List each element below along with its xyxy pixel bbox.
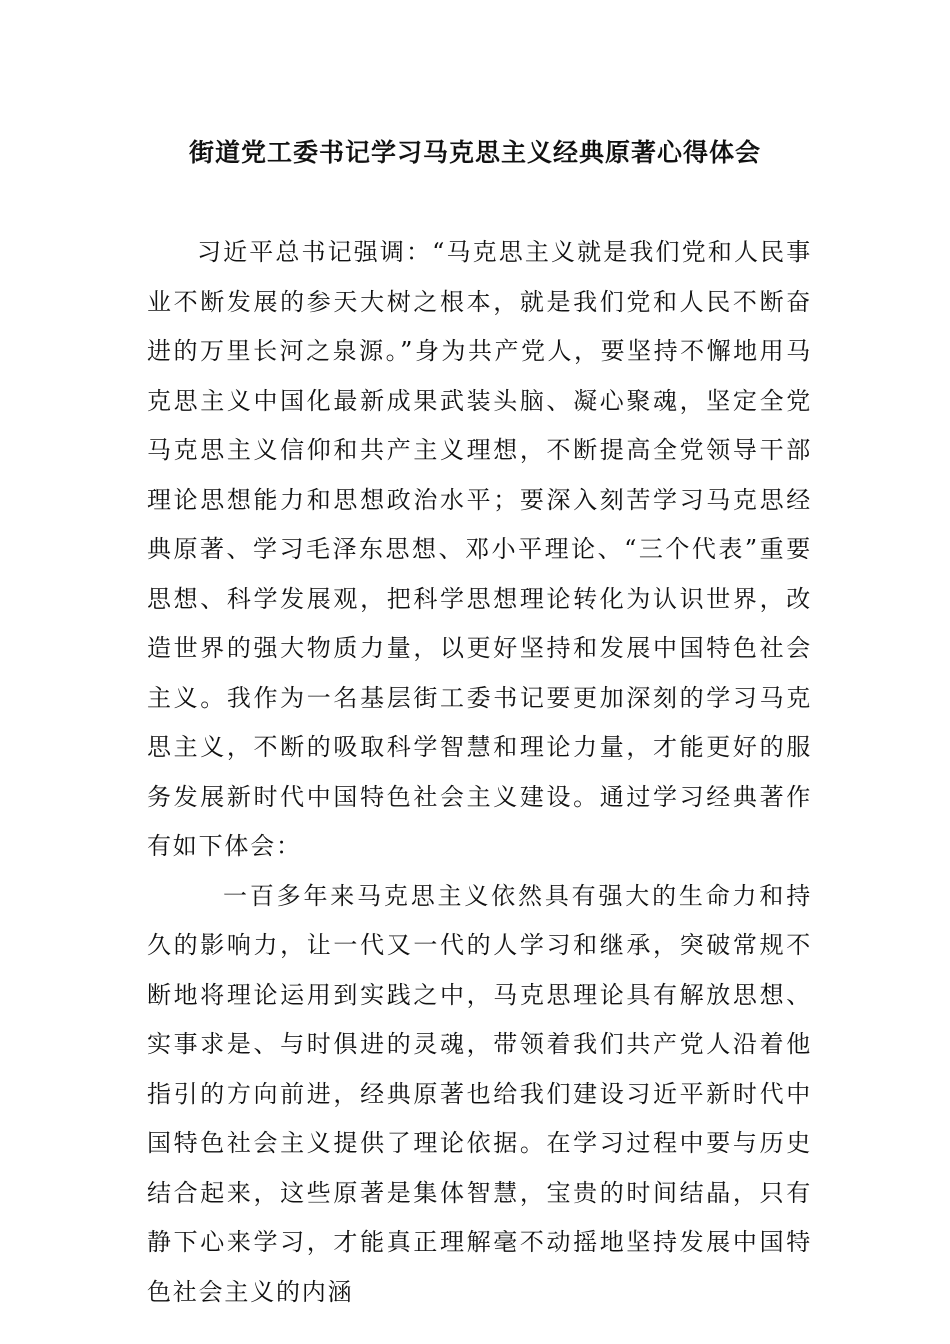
document-title: 街道党工委书记学习马克思主义经典原著心得体会 <box>188 138 761 167</box>
paragraph-2: 一百多年来马克思主义依然具有强大的生命力和持久的影响力，让一代又一代的人学习和继承，突破常规不断地将理论运用到实践之中，马克思理论具有解放思想、实事求是、与时俱进的灵魂，带领着我们共产党人沿着他指引的方向前进，经典原著也给我们建设习近平新时代中国特色社会主义提供了理论依据。在学习过程中要与历史结合起来，这些原著是集体智慧，宝贵的时间结晶，只有静下心来学习，才能真正理解毫不动摇地坚持发展中国特色社会主义的内涵 <box>147 881 812 1306</box>
document-body <box>147 228 812 1317</box>
paragraph-1: 习近平总书记强调：“马克思主义就是我们党和人民事业不断发展的参天大树之根本，就是我们党和人民不断奋进的万里长河之泉源。”身为共产党人，要坚持不懈地用马克思主义中国化最新成果武装头脑、凝心聚魂，坚定全党马克思主义信仰和共产主义理想，不断提高全党领导干部理论思想能力和思想政治水平；要深入刻苦学习马克思经典原著、学习毛泽东思想、邓小平理论、“三个代表”重要思想、科学发展观，把科学思想理论转化为认识世界，改造世界的强大物质力量，以更好坚持和发展中国特色社会主义。我作为一名基层街工委书记要更加深刻的学习马克思主义，不断的吸取科学智慧和理论力量，才能更好的服务发展新时代中国特色社会主义建设。通过学习经典著作有如下体会： <box>147 238 812 860</box>
